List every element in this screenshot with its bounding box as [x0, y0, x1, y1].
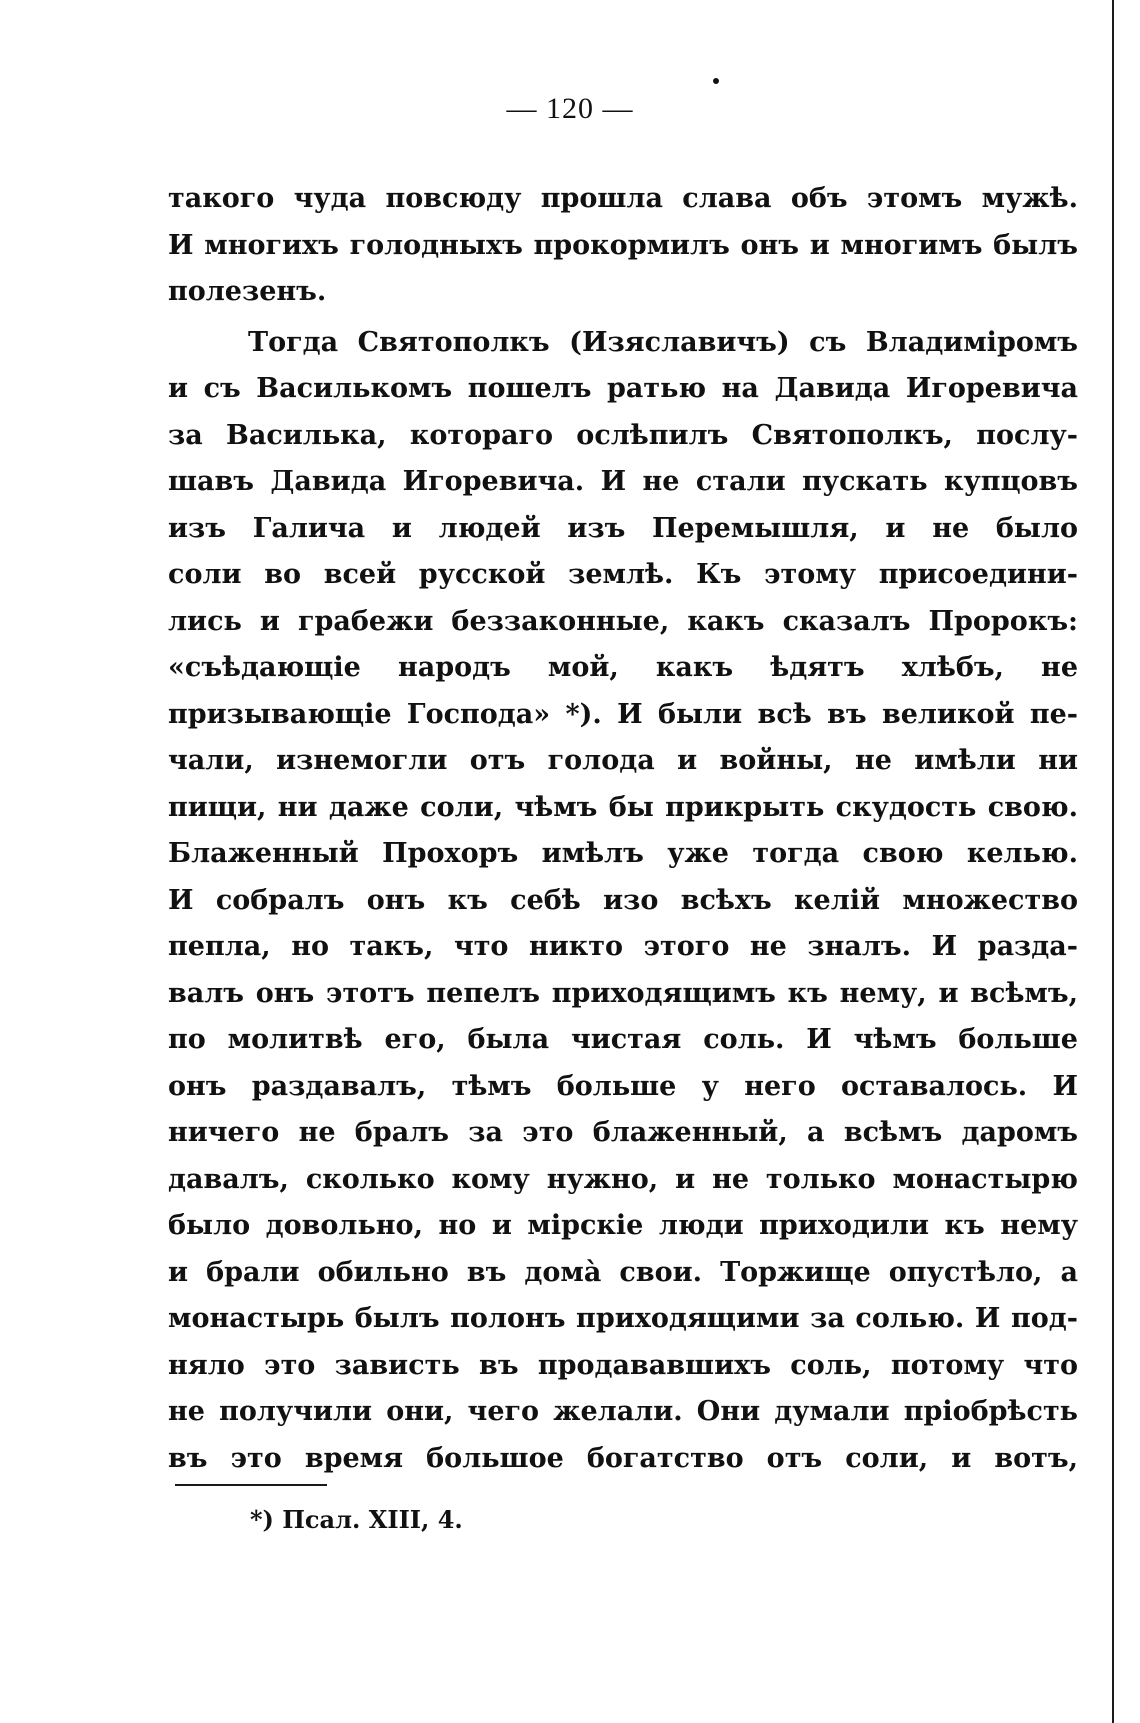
text-line: по молитвѣ его, была чистая соль. И чѣмъ больше — [168, 1024, 1078, 1055]
text-line: ничего не бралъ за это блаженный, а всѣмъ даромъ — [168, 1117, 1078, 1148]
text-line: чали, изнемогли отъ голода и войны, не имѣли ни — [168, 745, 1078, 776]
text-line: Тогда Святополкъ (Изяславичъ) съ Владиміромъ — [248, 326, 1078, 358]
text-line: было довольно, но и мірскіе люди приходили къ нему — [168, 1210, 1078, 1241]
page-edge-line — [1112, 0, 1114, 1723]
ink-speck — [713, 78, 719, 84]
text-line: пепла, но такъ, что никто этого не зналъ. И разда- — [168, 931, 1078, 962]
body-text — [168, 176, 1078, 1482]
text-line: и брали обильно въ домà свои. Торжище опустѣло, а — [168, 1256, 1078, 1288]
text-line: И собралъ онъ къ себѣ изо всѣхъ келій множество — [168, 884, 1078, 916]
text-line: И многихъ голодныхъ прокормилъ онъ и многимъ былъ — [168, 229, 1078, 261]
text-line: соли во всей русской землѣ. Къ этому присоедини- — [168, 559, 1078, 590]
text-line: и съ Василькомъ пошелъ ратью на Давида Игоревича — [168, 373, 1078, 404]
text-line: за Василька, котораго ослѣпилъ Святополкъ, послу- — [168, 419, 1078, 451]
text-line: такого чуда повсюду прошла слава объ этомъ мужѣ. — [168, 183, 1078, 214]
footnote: *) Псал. XIII, 4. — [250, 1505, 463, 1534]
text-line: шавъ Давида Игоревича. И не стали пускать купцовъ — [168, 466, 1078, 497]
text-line: не получили они, чего желали. Они думали пріобрѣсть — [168, 1396, 1078, 1427]
text-line: няло это зависть въ продававшихъ соль, потому что — [168, 1349, 1078, 1381]
text-line: Блаженный Прохоръ имѣлъ уже тогда свою келью. — [168, 838, 1078, 869]
text-line: давалъ, сколько кому нужно, и не только монастырю — [168, 1163, 1078, 1195]
text-line: лись и грабежи беззаконные, какъ сказалъ Пророкъ: — [168, 605, 1078, 637]
text-line: полезенъ. — [168, 276, 327, 307]
text-line: изъ Галича и людей изъ Перемышля, и не было — [168, 512, 1078, 544]
footnote-divider — [175, 1484, 327, 1486]
text-line: валъ онъ этотъ пепелъ приходящимъ къ нему, и всѣмъ, — [168, 977, 1078, 1009]
text-line: призывающіе Господа» *). И были всѣ въ великой пе- — [168, 698, 1078, 730]
text-line: «съѣдающіе народъ мой, какъ ѣдятъ хлѣбъ, не — [168, 652, 1078, 683]
text-line: монастырь былъ полонъ приходящими за солью. И под- — [168, 1303, 1078, 1334]
page-number: — 120 — — [506, 92, 634, 125]
text-line: пищи, ни даже соли, чѣмъ бы прикрыть скудость свою. — [168, 791, 1078, 823]
text-line: въ это время большое богатство отъ соли, и вотъ, — [168, 1442, 1078, 1474]
text-line: онъ раздавалъ, тѣмъ больше у него оставалось. И — [168, 1070, 1078, 1102]
